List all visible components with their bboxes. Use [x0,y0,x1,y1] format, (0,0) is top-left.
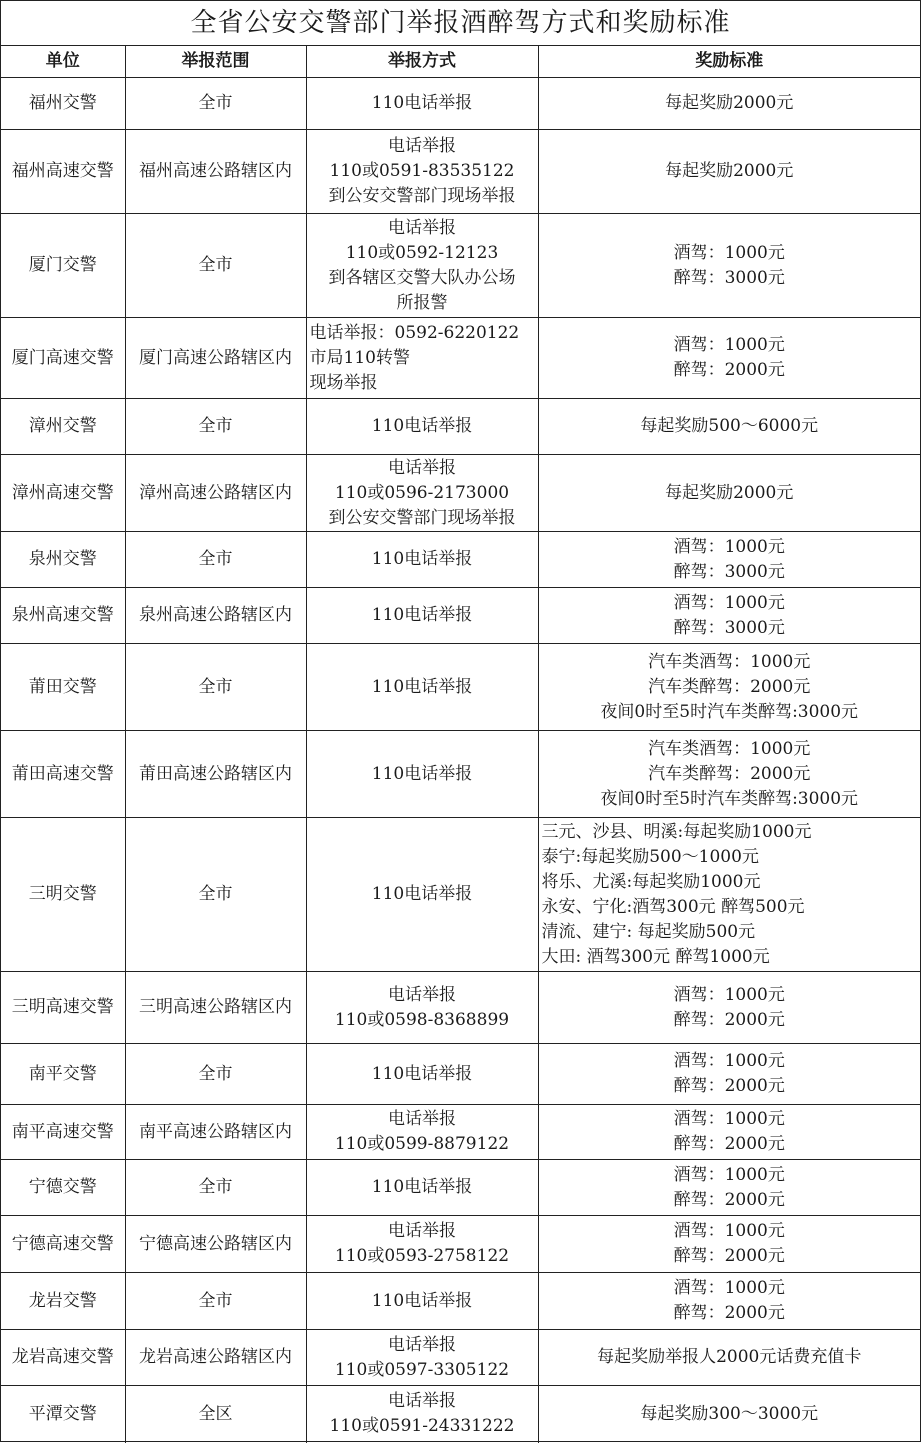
reward-line: 酒驾：1000元 [673,335,785,355]
method-line: 现场举报 [309,372,378,393]
method-cell [306,455,538,532]
unit-cell: 莆田高速交警 [1,731,125,818]
reward-line: 醉驾：3000元 [673,267,785,288]
reward-line: 泰宁:每起奖励500～1000元 [541,846,759,867]
reward-line: 夜间0时至5时汽车类醉驾:3000元 [600,788,859,809]
reward-cell [538,532,920,588]
reward-line: 醉驾：3000元 [673,561,785,582]
method-line: 电话举报 [388,1109,456,1129]
method-cell [306,1273,538,1330]
reward-line: 酒驾：1000元 [673,592,785,613]
unit-cell: 三明高速交警 [1,972,125,1044]
table-row [1,318,920,399]
table-row [1,1160,920,1216]
reward-cell [538,1216,920,1273]
reward-line: 醉驾：2000元 [673,1303,785,1323]
table-row [1,1216,920,1273]
method-line: 110电话举报 [371,549,473,569]
reward-line: 汽车类酒驾：1000元 [648,651,811,672]
scope-cell: 三明高速公路辖区内 [125,972,306,1044]
reward-line: 醉驾：2000元 [673,1246,785,1266]
reward-cell [538,1386,920,1443]
method-cell [306,318,538,399]
method-line: 电话举报 [388,1391,456,1412]
reward-line: 酒驾：1000元 [673,536,785,557]
reward-line: 醉驾：2000元 [673,1189,785,1210]
reward-line: 每起奖励2000元 [665,161,794,181]
method-line: 市局110转警 [309,347,410,368]
reward-line: 醉驾：2000元 [673,360,785,380]
reward-cell [538,214,920,318]
reward-line: 将乐、尤溪:每起奖励1000元 [541,871,761,892]
header-method: 举报方式 [306,46,538,78]
method-cell [306,532,538,588]
scope-cell: 南平高速公路辖区内 [125,1105,306,1160]
reward-line: 酒驾：1000元 [673,1164,785,1185]
method-line: 110或0591-24331222 [329,1416,515,1437]
scope-cell: 全市 [125,1044,306,1105]
unit-cell: 宁德高速交警 [1,1216,125,1273]
reward-cell [538,588,920,644]
method-cell [306,731,538,818]
method-line: 电话举报 [388,457,456,478]
reward-line: 酒驾：1000元 [673,984,785,1005]
table-row [1,644,920,731]
method-line: 到公安交警部门现场举报 [328,507,516,528]
unit-cell: 漳州高速交警 [1,455,125,532]
table-row [1,1330,920,1386]
scope-cell: 福州高速公路辖区内 [125,130,306,214]
reward-cell [538,318,920,399]
unit-cell: 泉州交警 [1,532,125,588]
method-line: 110或0593-2758122 [334,1246,510,1266]
scope-cell: 莆田高速公路辖区内 [125,731,306,818]
unit-cell: 龙岩交警 [1,1273,125,1330]
reward-line: 每起奖励2000元 [665,482,794,503]
method-line: 110电话举报 [371,1290,473,1311]
reward-cell [538,644,920,731]
method-line: 110电话举报 [371,416,473,436]
table-row [1,972,920,1044]
method-line: 到公安交警部门现场举报 [328,186,516,206]
reward-cell [538,1160,920,1216]
method-line: 110或0591-83535122 [329,161,515,181]
scope-cell: 全市 [125,214,306,318]
method-line: 电话举报 [388,217,456,238]
unit-cell: 南平交警 [1,1044,125,1105]
unit-cell: 泉州高速交警 [1,588,125,644]
reporting-table [1,46,920,1443]
header-row [1,46,920,78]
scope-cell: 全市 [125,78,306,130]
table-row [1,731,920,818]
reward-cell [538,1044,920,1105]
table-row [1,78,920,130]
method-cell [306,818,538,972]
reward-line: 清流、建宁: 每起奖励500元 [541,921,756,942]
method-cell [306,972,538,1044]
table-body [1,78,920,1443]
reward-cell [538,78,920,130]
reward-line: 醉驾：2000元 [673,1009,785,1030]
table-row [1,588,920,644]
method-line: 110电话举报 [371,93,473,113]
scope-cell: 全市 [125,1273,306,1330]
table-row [1,1273,920,1330]
reward-line: 酒驾：1000元 [673,242,785,263]
scope-cell: 全市 [125,1160,306,1216]
unit-cell: 宁德交警 [1,1160,125,1216]
scope-cell: 全市 [125,399,306,455]
reward-line: 酒驾：1000元 [673,1109,785,1129]
unit-cell: 厦门高速交警 [1,318,125,399]
method-cell [306,644,538,731]
unit-cell: 漳州交警 [1,399,125,455]
reward-line: 汽车类酒驾：1000元 [648,738,811,759]
method-line: 110或0599-8879122 [334,1134,510,1154]
reward-cell [538,818,920,972]
table-row [1,1386,920,1443]
unit-cell: 龙岩高速交警 [1,1330,125,1386]
table-row [1,455,920,532]
unit-cell: 厦门交警 [1,214,125,318]
method-line: 110或0596-2173000 [334,482,510,503]
method-line: 电话举报：0592-6220122 [309,322,520,343]
scope-cell: 全市 [125,644,306,731]
table-row [1,214,920,318]
method-line: 电话举报 [388,136,456,156]
reward-cell [538,731,920,818]
reward-cell [538,455,920,532]
reward-line: 醉驾：3000元 [673,617,785,638]
unit-cell: 福州交警 [1,78,125,130]
unit-cell: 福州高速交警 [1,130,125,214]
reward-line: 每起奖励500～6000元 [640,416,819,436]
header-unit: 单位 [1,46,125,78]
reward-line: 每起奖励举报人2000元话费充值卡 [597,1347,862,1367]
method-line: 110电话举报 [371,1063,473,1084]
table-row [1,532,920,588]
method-cell [306,1330,538,1386]
table-row [1,1044,920,1105]
method-line: 110电话举报 [371,605,473,625]
header-reward: 奖励标准 [538,46,920,78]
method-line: 110电话举报 [371,763,473,784]
reward-line: 汽车类醉驾：2000元 [648,676,811,697]
method-cell [306,1105,538,1160]
reward-line: 醉驾：2000元 [673,1076,785,1096]
reward-cell [538,972,920,1044]
method-cell [306,1216,538,1273]
method-line: 110或0598-8368899 [334,1009,510,1030]
scope-cell: 厦门高速公路辖区内 [125,318,306,399]
reward-line: 夜间0时至5时汽车类醉驾:3000元 [600,701,859,722]
reward-cell [538,130,920,214]
method-cell [306,588,538,644]
method-cell [306,214,538,318]
method-line: 所报警 [396,292,448,313]
method-line: 110电话举报 [371,884,473,904]
reward-line: 大田: 酒驾300元 醉驾1000元 [541,946,770,967]
reward-line: 汽车类醉驾：2000元 [648,763,811,784]
reward-line: 酒驾：1000元 [673,1278,785,1298]
unit-cell: 三明交警 [1,818,125,972]
method-line: 电话举报 [388,984,456,1005]
method-cell [306,1386,538,1443]
unit-cell: 平潭交警 [1,1386,125,1443]
unit-cell: 南平高速交警 [1,1105,125,1160]
table-row [1,399,920,455]
reward-line: 每起奖励2000元 [665,93,794,113]
table-row [1,1105,920,1160]
reward-cell [538,1273,920,1330]
reward-line: 三元、沙县、明溪:每起奖励1000元 [541,821,812,842]
table-row [1,818,920,972]
method-line: 电话举报 [388,1334,456,1355]
scope-cell: 宁德高速公路辖区内 [125,1216,306,1273]
method-cell [306,1044,538,1105]
reward-line: 每起奖励300～3000元 [640,1403,819,1424]
reward-line: 酒驾：1000元 [673,1221,785,1241]
table-row [1,130,920,214]
method-cell [306,1160,538,1216]
method-line: 电话举报 [388,1221,456,1241]
method-cell [306,399,538,455]
page-title: 全省公安交警部门举报酒醉驾方式和奖励标准 [1,1,920,46]
scope-cell: 全市 [125,818,306,972]
unit-cell: 莆田交警 [1,644,125,731]
method-line: 110或0597-3305122 [334,1359,510,1380]
scope-cell: 漳州高速公路辖区内 [125,455,306,532]
reward-cell [538,1105,920,1160]
header-scope: 举报范围 [125,46,306,78]
scope-cell: 全市 [125,532,306,588]
reward-line: 酒驾：1000元 [673,1051,785,1071]
method-cell [306,130,538,214]
method-line: 到各辖区交警大队办公场 [328,267,516,288]
scope-cell: 龙岩高速公路辖区内 [125,1330,306,1386]
method-line: 110电话举报 [371,676,473,697]
reward-cell [538,1330,920,1386]
method-line: 110或0592-12123 [345,242,499,263]
method-line: 110电话举报 [371,1177,473,1197]
reward-line: 醉驾：2000元 [673,1134,785,1154]
scope-cell: 泉州高速公路辖区内 [125,588,306,644]
scope-cell: 全区 [125,1386,306,1443]
method-cell [306,78,538,130]
reward-line: 永安、宁化:酒驾300元 醉驾500元 [541,896,805,917]
reward-cell [538,399,920,455]
